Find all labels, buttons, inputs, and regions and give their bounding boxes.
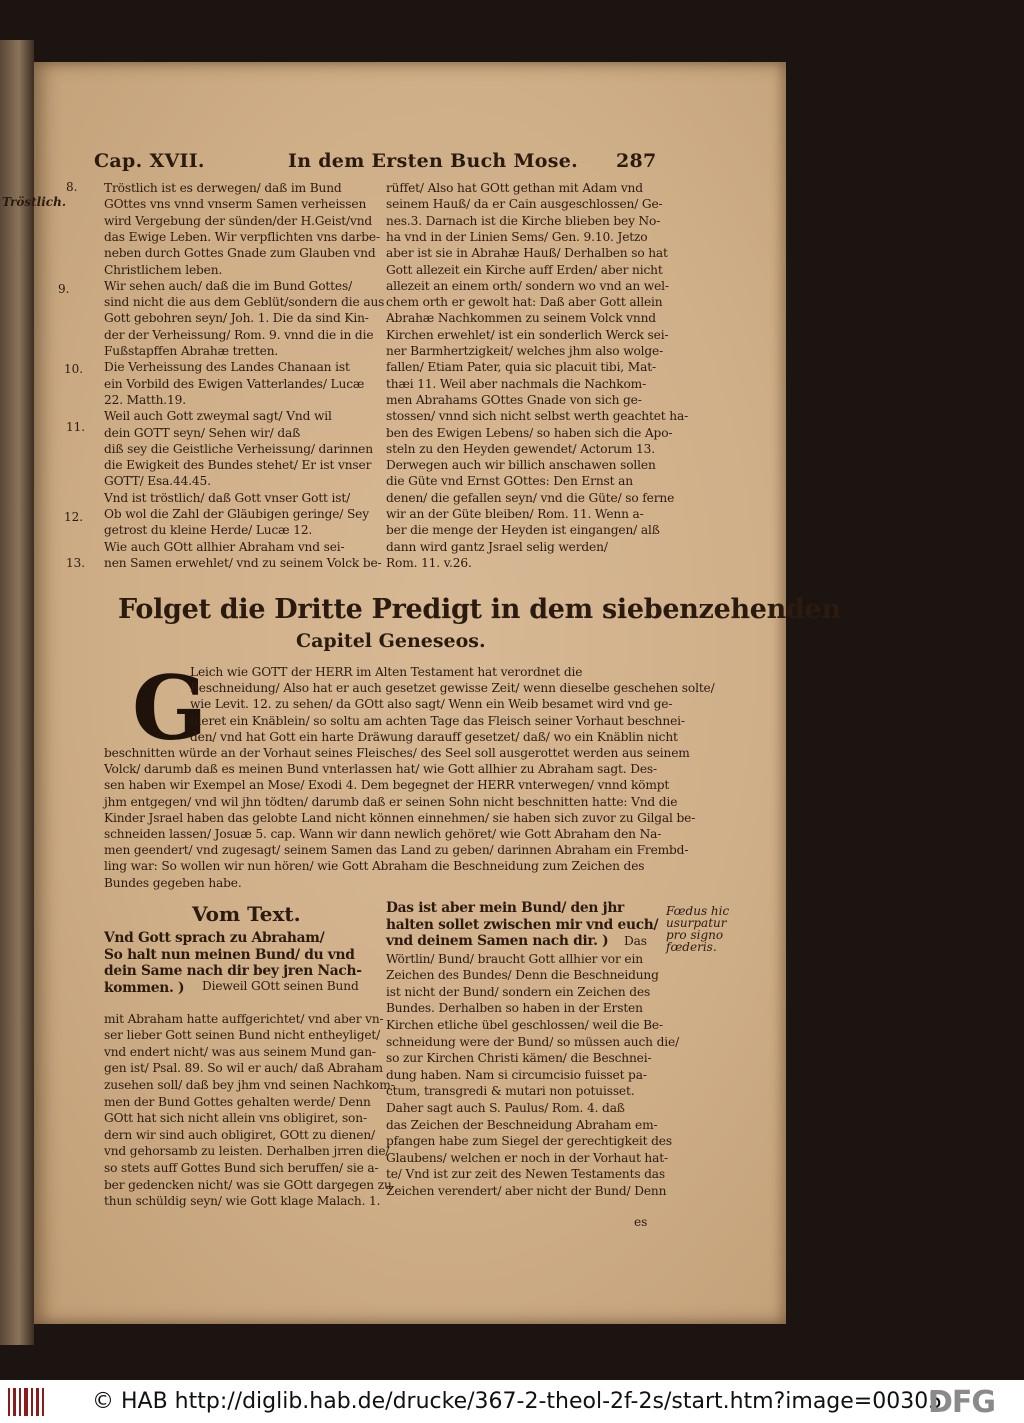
text-line: steln zu den Heyden gewendet/ Actorum 13.	[386, 441, 655, 456]
text-line: ein Vorbild des Ewigen Vatterlandes/ Lucæ	[104, 376, 365, 391]
text-line: dern wir sind auch obligiret, GOtt zu dienen/	[104, 1127, 375, 1142]
text-line: sen haben wir Exempel an Mose/ Exodi 4. Dem begegnet der HERR vnterwegen/ vnnd kömpt	[104, 778, 670, 793]
margin-note-left: Tröstlich.	[2, 195, 67, 209]
text-line: seinem Hauß/ da er Cain ausgeschlossen/ Ge-	[386, 197, 663, 212]
text-line: usurpatur	[666, 916, 727, 930]
text-line: ser lieber Gott seinen Bund nicht entheyliget/	[104, 1028, 381, 1043]
text-line: 22. Matth.19.	[104, 392, 186, 407]
text-line: GOttes vns vnnd vnserm Samen verheissen	[104, 197, 367, 212]
text-line: wir an der Güte bleiben/ Rom. 11. Wenn a-	[386, 507, 644, 521]
text-line: GOtt hat sich nicht allein vns obligiret, son-	[104, 1111, 367, 1126]
text-line: Weil auch Gott zweymal sagt/ Vnd wil	[104, 409, 332, 424]
text-line: Glaubens/ welchen er noch in der Vorhaut hat-	[386, 1150, 668, 1165]
text-line: die Güte vnd Ernst GOttes: Den Ernst an	[386, 474, 633, 489]
running-head-title: In dem Ersten Buch Mose.	[288, 150, 579, 172]
dfg-logo: DFG	[928, 1385, 996, 1420]
text-line: so stets auff Gottes Bund sich beruffen/ sie a-	[104, 1161, 379, 1175]
copyright-link[interactable]: © HAB http://diglib.hab.de/drucke/367-2-theol-2f-2s/start.htm?image=00305	[92, 1389, 943, 1414]
text-line: Zeichen verendert/ aber nicht der Bund/ Denn	[386, 1184, 667, 1198]
text-line: getrost du kleine Herde/ Lucæ 12.	[104, 523, 313, 538]
text-line: men Abrahams GOttes Gnade von sich ge-	[386, 392, 642, 407]
text-line: zusehen soll/ daß bey jhm vnd seinen Nachkom-	[104, 1078, 395, 1092]
text-line: Bundes gegeben habe.	[104, 875, 242, 890]
page-number: 287	[616, 150, 657, 172]
text-line: sind nicht die aus dem Geblüt/sondern die aus	[104, 295, 385, 310]
text-line: jhm entgegen/ vnd wil jhn tödten/ darumb daß er seinen Sohn nicht beschnitten hatte: Vnd die	[104, 794, 678, 809]
text-line: Volck/ darumb daß es meinen Bund vnterlassen hat/ wie Gott allhier zu Abraham sagt. Des-	[104, 762, 657, 777]
catchword: es	[634, 1215, 648, 1229]
text-line: Fœdus hic	[666, 904, 730, 918]
text-line: stossen/ vnnd sich nicht selbst werth geachtet ha-	[386, 409, 689, 424]
text-line: thun schüldig seyn/ wie Gott klage Malach. 1.	[104, 1194, 381, 1209]
text-line: vnd deinem Samen nach dir. )	[386, 933, 609, 949]
text-line: gen ist/ Psal. 89. So wil er auch/ daß Abraham	[104, 1061, 383, 1076]
text-line: dann wird gantz Jsrael selig werden/	[386, 539, 608, 554]
text-line: Abrahæ Nachkommen zu seinem Volck vnnd	[386, 311, 656, 326]
text-line: Kirchen erwehlet/ ist ein sonderlich Werck sei-	[386, 327, 669, 342]
text-line: Fußstapffen Abrahæ tretten.	[104, 344, 279, 358]
text-line: Wörtlin/ Bund/ braucht Gott allhier vor ein	[386, 951, 643, 966]
text-line: Rom. 11. v.26.	[386, 555, 472, 570]
text-line: Leich wie GOTT der HERR im Alten Testament hat verordnet die	[190, 665, 583, 679]
text-line: Gott allezeit ein Kirche auff Erden/ aber nicht	[386, 262, 663, 277]
text-line: rüffet/ Also hat GOtt gethan mit Adam vnd	[386, 181, 643, 195]
text-line: GOTT/ Esa.44.45.	[104, 474, 211, 489]
text-line: das Ewige Leben. Wir verpflichten vns darbe-	[104, 229, 380, 244]
text-line: Christlichem leben.	[104, 262, 223, 277]
text-line: thæi 11. Weil aber nachmals die Nachkom-	[386, 376, 647, 391]
text-line: der der Verheissung/ Rom. 9. vnnd die in die	[104, 327, 374, 342]
text-line: ist nicht der Bund/ sondern ein Zeichen des	[386, 984, 651, 999]
text-line: So halt nun meinen Bund/ du vnd	[104, 946, 355, 963]
text-line: schneiden lassen/ Josuæ 5. cap. Wann wir dann newlich gehöret/ wie Gott Abraham den Na-	[104, 827, 662, 841]
text-line: ctum, transgredi & mutari non potuisset.	[386, 1084, 635, 1099]
hab-barcode-icon	[6, 1386, 46, 1418]
text-line: Kinder Jsrael haben das gelobte Land nicht können einnehmen/ sie haben sich zuvor zu Gilgal be-	[104, 810, 696, 825]
text-line: Das	[624, 934, 647, 948]
text-line: pfangen habe zum Siegel der gerechtigkeit des	[386, 1134, 672, 1149]
text-line: so zur Kirchen Christi kämen/ die Beschnei-	[386, 1051, 652, 1066]
text-line: schneidung were der Bund/ so müssen auch die/	[386, 1034, 680, 1049]
text-line: beschnitten würde an der Vorhaut seines Fleisches/ des Seel soll ausgerottet werden aus seinem	[104, 746, 690, 760]
text-line: vnd endert nicht/ was aus seinem Mund gan-	[104, 1044, 376, 1059]
previous-page-edge	[0, 40, 34, 1345]
section-heading: Folget die Dritte Predigt in dem siebenzehenden	[118, 594, 841, 625]
text-line: den/ vnd hat Gott ein harte Dräwung darauff gesetzet/ daß/ wo ein Knäblin nicht	[190, 729, 678, 744]
text-line: ha vnd in der Linien Sems/ Gen. 9.10. Jetzo	[386, 229, 648, 244]
text-line: bieret ein Knäblein/ so soltu am achten Tage das Fleisch seiner Vorhaut beschnei-	[190, 713, 685, 728]
text-line: die Ewigkeit des Bundes stehet/ Er ist vnser	[104, 458, 372, 473]
text-line: allezeit an einem orth/ sondern wo vnd an wel-	[386, 278, 669, 293]
text-line: wie Levit. 12. zu sehen/ da GOtt also sagt/ Wenn ein Weib besamet wird vnd ge-	[190, 697, 673, 712]
text-line: ner Barmhertzigkeit/ welches jhm also wolge-	[386, 344, 664, 358]
text-line: ber gedencken nicht/ was sie GOtt dargegen zu	[104, 1177, 392, 1192]
section-subheading: Capitel Geneseos.	[296, 630, 486, 652]
text-line: neben durch Gottes Gnade zum Glauben vnd	[104, 246, 376, 261]
text-line: Zeichen des Bundes/ Denn die Beschneidung	[386, 968, 659, 983]
text-line: Beschneidung/ Also hat er auch gesetzet gewisse Zeit/ wenn dieselbe geschehen solte/	[190, 681, 715, 696]
text-line: diß sey die Geistliche Verheissung/ darinnen	[104, 441, 373, 456]
text-line: mit Abraham hatte auffgerichtet/ vnd aber vn-	[104, 1011, 384, 1026]
text-line: Kirchen etliche übel geschlossen/ weil die Be-	[386, 1018, 663, 1032]
text-line: kommen. )	[104, 979, 185, 996]
text-line: men der Bund Gottes gehalten werde/ Denn	[104, 1094, 371, 1109]
text-line: dung haben. Nam si circumcisio fuisset pa-	[386, 1067, 647, 1082]
margin-number: 13.	[66, 556, 86, 570]
margin-number: 10.	[64, 362, 84, 376]
vom-text-heading: Vom Text.	[192, 902, 301, 926]
text-line: fallen/ Etiam Pater, quia sic placuit tibi, Mat-	[386, 360, 656, 375]
text-line: Daher sagt auch S. Paulus/ Rom. 4. daß	[386, 1101, 625, 1115]
text-line: pro signo	[666, 928, 724, 942]
text-line: nen Samen erwehlet/ vnd zu seinem Volck be-	[104, 555, 382, 570]
margin-number: 12.	[64, 510, 84, 524]
text-line: halten sollet zwischen mir vnd euch/	[386, 916, 659, 933]
text-line: wird Vergebung der sünden/der H.Geist/vnd	[104, 213, 373, 228]
text-line: Bundes. Derhalben so haben in der Ersten	[386, 1001, 643, 1016]
text-line: nes.3. Darnach ist die Kirche blieben bey No-	[386, 213, 661, 228]
text-line: chem orth er gewolt hat: Daß aber Gott allein	[386, 295, 663, 310]
text-line: Die Verheissung des Landes Chanaan ist	[104, 360, 350, 375]
decorated-initial: G	[132, 656, 208, 760]
text-line: vnd gehorsamb zu leisten. Derhalben jrren die/	[104, 1144, 390, 1159]
text-line: ben des Ewigen Lebens/ so haben sich die Apo-	[386, 425, 673, 440]
text-line: Das ist aber mein Bund/ den jhr	[386, 900, 625, 916]
running-head-chapter: Cap. XVII.	[94, 150, 205, 172]
text-line: Wir sehen auch/ daß die im Bund Gottes/	[104, 278, 353, 293]
text-line: Dieweil GOtt seinen Bund	[202, 979, 359, 993]
text-line: dein Same nach dir bey jren Nach-	[104, 963, 362, 979]
margin-number: 11.	[66, 420, 86, 434]
margin-number: 9.	[58, 282, 70, 296]
text-line: Vnd Gott sprach zu Abraham/	[104, 930, 325, 946]
text-line: ber die menge der Heyden ist eingangen/ alß	[386, 523, 660, 538]
text-line: Wie auch GOtt allhier Abraham vnd sei-	[104, 539, 345, 554]
text-line: men geendert/ vnd zugesagt/ seinem Samen das Land zu geben/ darinnen Abraham ein Frembd-	[104, 843, 689, 858]
text-line: Tröstlich ist es derwegen/ daß im Bund	[104, 181, 342, 195]
text-line: Ob wol die Zahl der Gläubigen geringe/ Sey	[104, 507, 369, 521]
text-line: Gott gebohren seyn/ Joh. 1. Die da sind Kin-	[104, 311, 369, 326]
text-line: denen/ die gefallen seyn/ vnd die Güte/ so ferne	[386, 490, 675, 505]
text-line: aber ist sie in Abrahæ Hauß/ Derhalben so hat	[386, 246, 668, 261]
text-line: Derwegen auch wir billich anschawen sollen	[386, 458, 656, 473]
text-line: te/ Vnd ist zur zeit des Newen Testaments das	[386, 1167, 666, 1182]
text-line: das Zeichen der Beschneidung Abraham em-	[386, 1117, 658, 1132]
text-line: Vnd ist tröstlich/ daß Gott vnser Gott ist/	[104, 490, 351, 505]
margin-number: 8.	[66, 180, 78, 194]
text-line: fœderis.	[666, 940, 717, 954]
text-line: dein GOTT seyn/ Sehen wir/ daß	[104, 425, 301, 440]
text-line: ling war: So wollen wir nun hören/ wie Gott Abraham die Beschneidung zum Zeichen des	[104, 859, 645, 874]
